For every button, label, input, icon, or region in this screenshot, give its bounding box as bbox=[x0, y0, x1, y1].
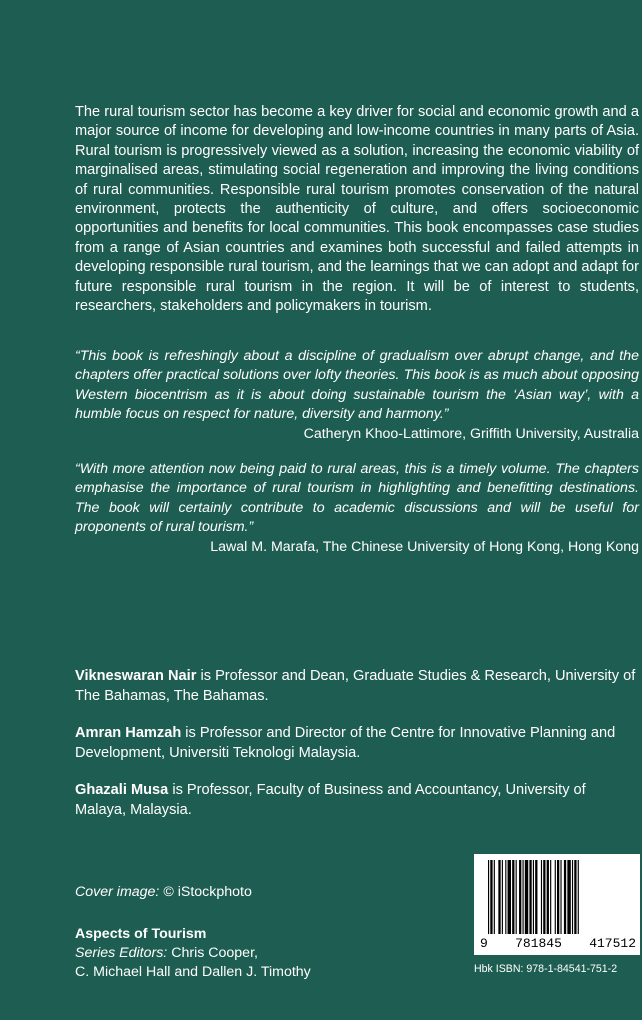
barcode-bar bbox=[550, 860, 551, 934]
barcode-digits bbox=[480, 936, 636, 951]
barcode-bar bbox=[572, 860, 573, 934]
barcode-bar bbox=[498, 860, 500, 934]
barcode-bar bbox=[519, 860, 521, 934]
series-editors-label: Series Editors: bbox=[75, 945, 168, 962]
barcode-bar bbox=[567, 860, 570, 934]
author-bio-text: is Professor and Director of the Centre for Innovative Planning and Development, Universiti Teknologi Malaysia. bbox=[75, 725, 616, 761]
barcode-bar bbox=[564, 860, 566, 934]
review-attribution: Catheryn Khoo-Lattimore, Griffith University, Australia bbox=[303, 425, 639, 442]
barcode-bar bbox=[543, 860, 545, 934]
barcode-bar bbox=[578, 860, 579, 934]
barcode-bar bbox=[516, 860, 517, 934]
isbn: Hbk ISBN: 978-1-84541-751-2 bbox=[474, 963, 618, 975]
series-editors-names: Chris Cooper, bbox=[167, 945, 258, 962]
cover-image-credit bbox=[75, 883, 252, 902]
barcode-bar bbox=[547, 860, 549, 934]
barcode-bar bbox=[512, 860, 514, 934]
author-bio bbox=[75, 667, 639, 706]
barcode-digit-prefix: 9 bbox=[480, 936, 488, 951]
barcode-bar bbox=[574, 860, 576, 934]
book-description: The rural tourism sector has become a key driver for social and economic growth and a major source of income for developing and low-income countries in many parts of Asia. Rural tourism is progressively viewed as a solution, increasing the economic viability of marginalised areas, stimulating social regeneration and improving the living conditions of rural communities. Responsible rural tourism promotes conservation of the natural environment, protects the authenticity of culture, and offers socioeconomic opportunities and benefits for local communities. This book encompasses case studies from a range of Asian countries and examines both successful and failed attempts in developing responsible rural tourism, and the learnings that we can adopt and adapt for future responsible rural tourism in the region. It will be of interest to students, researchers, stakeholders and policymakers in tourism. bbox=[75, 104, 639, 315]
barcode-bar bbox=[494, 860, 495, 934]
author-bio-text: is Professor and Dean, Graduate Studies & Research, University of The Bahamas, The Bahamas. bbox=[75, 668, 636, 704]
series-info bbox=[75, 925, 311, 983]
review bbox=[75, 347, 639, 444]
author-bio bbox=[75, 781, 639, 820]
barcode-bar bbox=[535, 860, 537, 934]
barcode bbox=[474, 854, 640, 955]
barcode-bars bbox=[474, 854, 640, 938]
author-bio-text: is Professor, Faculty of Business and Accountancy, University of Malaya, Malaysia. bbox=[75, 782, 586, 818]
barcode-bar bbox=[529, 860, 531, 934]
author-bio bbox=[75, 724, 639, 763]
author-name: Vikneswaran Nair bbox=[75, 668, 197, 684]
barcode-bar bbox=[533, 860, 534, 934]
barcode-bar bbox=[541, 860, 542, 934]
review-attribution: Lawal M. Marafa, The Chinese University of Hong Kong, Hong Kong bbox=[210, 538, 639, 555]
review-quote: “This book is refreshingly about a discipline of gradualism over abrupt change, and the chapters offer practical solutions over lofty theories. This book is as much about opposing Western biocentrism as it is about doing sustainable tourism the ‘Asian way’, with a humble focus on respect for nature, diversity and harmony.” bbox=[75, 348, 639, 423]
barcode-bar bbox=[502, 860, 503, 934]
author-name: Amran Hamzah bbox=[75, 725, 182, 741]
cover-credit-label: Cover image: bbox=[75, 884, 160, 900]
review-quote: “With more attention now being paid to rural areas, this is a timely volume. The chapters emphasise the importance of rural tourism in highlighting and benefitting destinations. The book will certainly contribute to academic discussions and will be useful for proponents of rural tourism.” bbox=[75, 461, 639, 536]
barcode-bar bbox=[557, 860, 559, 934]
barcode-digit-group-left: 781845 bbox=[515, 936, 562, 951]
barcode-bar bbox=[490, 860, 492, 934]
cover-credit-value: © iStockphoto bbox=[159, 884, 252, 900]
review bbox=[75, 460, 639, 557]
barcode-bar bbox=[488, 860, 489, 934]
series-title: Aspects of Tourism bbox=[75, 926, 207, 942]
series-editors-line1 bbox=[75, 944, 311, 963]
barcode-bar bbox=[525, 860, 528, 934]
barcode-bar bbox=[560, 860, 561, 934]
barcode-bar bbox=[523, 860, 524, 934]
barcode-bar bbox=[508, 860, 511, 934]
author-name: Ghazali Musa bbox=[75, 782, 169, 798]
barcode-bar bbox=[505, 860, 506, 934]
series-editors-line2: C. Michael Hall and Dallen J. Timothy bbox=[75, 964, 311, 981]
barcode-digit-group-right: 417512 bbox=[589, 936, 636, 951]
barcode-bar bbox=[555, 860, 556, 934]
